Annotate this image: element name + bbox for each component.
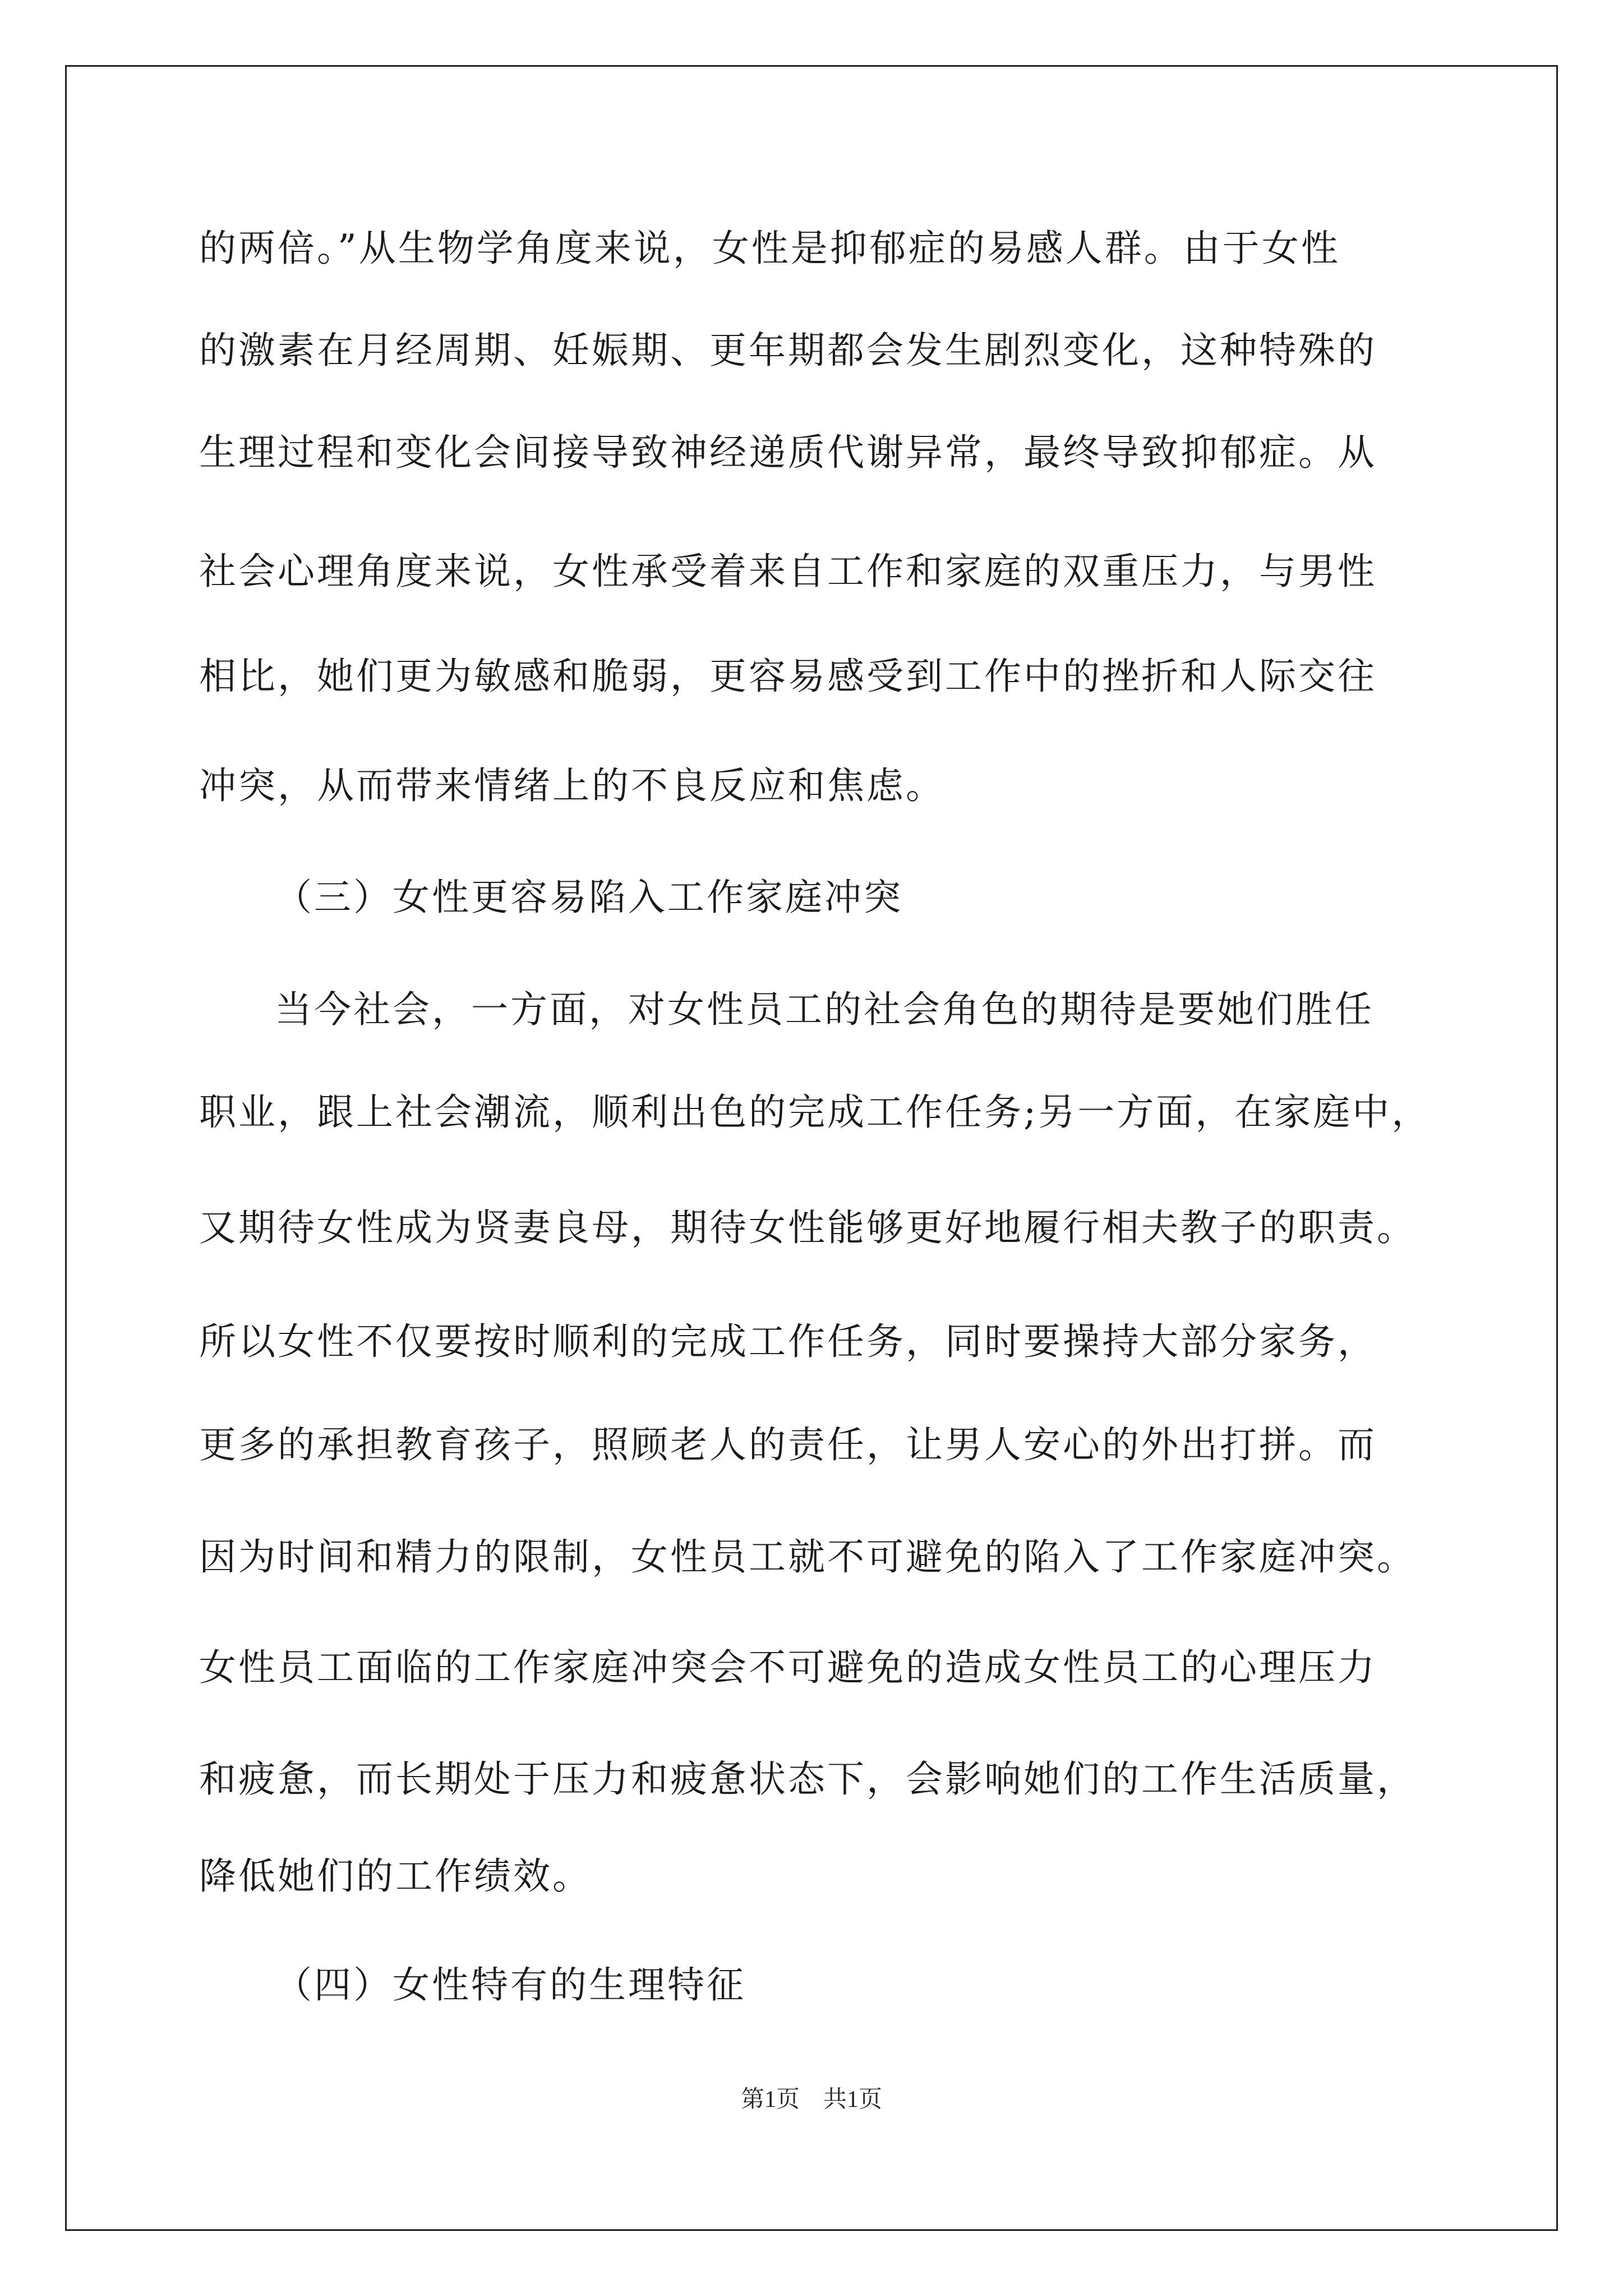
section-heading-3: （三）女性更容易陷入工作家庭冲突 (275, 876, 903, 919)
body-line: 女性员工面临的工作家庭冲突会不可避免的造成女性员工的心理压力 (199, 1646, 1377, 1689)
body-line: 因为时间和精力的限制，女性员工就不可避免的陷入了工作家庭冲突。 (199, 1535, 1416, 1579)
body-line: 更多的承担教育孩子，照顾老人的责任，让男人安心的外出打拼。而 (199, 1423, 1377, 1466)
body-line: 的激素在月经周期、妊娠期、更年期都会发生剧烈变化，这种特殊的 (199, 329, 1377, 372)
body-line: 又期待女性成为贤妻良母，期待女性能够更好地履行相夫教子的职责。 (199, 1206, 1416, 1249)
page-border (65, 65, 1558, 2231)
body-line: 所以女性不仅要按时顺利的完成工作任务，同时要操持大部分家务， (199, 1320, 1377, 1363)
section-heading-4: （四）女性特有的生理特征 (275, 1963, 746, 2007)
body-line: 冲突，从而带来情绪上的不良反应和焦虑。 (199, 764, 945, 807)
page-number-footer: 第1页 共1页 (740, 2087, 882, 2113)
body-line: 生理过程和变化会间接导致神经递质代谢异常，最终导致抑郁症。从 (199, 431, 1377, 474)
body-line: 社会心理角度来说，女性承受着来自工作和家庭的双重压力，与男性 (199, 550, 1377, 593)
body-line: 的两倍。”从生物学角度来说，女性是抑郁症的易感人群。由于女性 (199, 227, 1340, 270)
body-line: 职业，跟上社会潮流，顺利出色的完成工作任务;另一方面，在家庭中， (199, 1091, 1431, 1134)
body-line: 和疲惫，而长期处于压力和疲惫状态下，会影响她们的工作生活质量， (199, 1757, 1416, 1801)
body-line: 相比，她们更为敏感和脆弱，更容易感受到工作中的挫折和人际交往 (199, 655, 1377, 698)
body-line: 降低她们的工作绩效。 (199, 1855, 592, 1898)
body-line: 当今社会，一方面，对女性员工的社会角色的期待是要她们胜任 (275, 988, 1374, 1031)
